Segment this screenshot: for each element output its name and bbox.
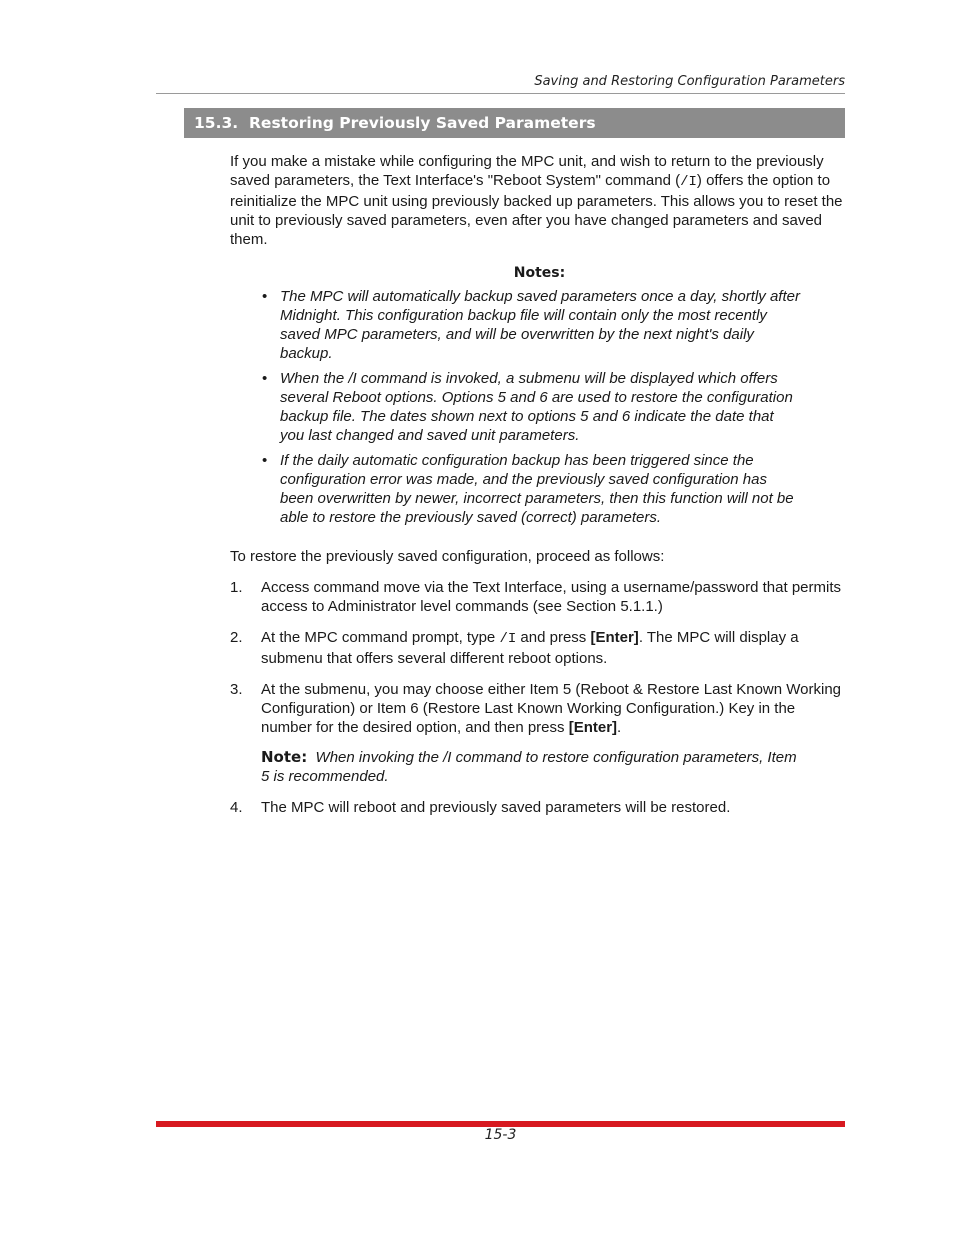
step-text: The MPC will reboot and previously saved parameters will be restored. bbox=[261, 799, 731, 816]
step-note-text: When invoking the /I command to restore configuration parameters, Item 5 is recommended. bbox=[261, 749, 797, 785]
intro-paragraph bbox=[230, 152, 845, 249]
bullet-icon: • bbox=[262, 370, 268, 387]
step-item bbox=[230, 680, 845, 786]
step-note-label: Note: bbox=[261, 748, 308, 766]
step-text-a: At the MPC command prompt, type bbox=[261, 629, 500, 646]
step-number: 4. bbox=[230, 799, 243, 816]
intro-text-2: ) offers the option to reinitialize the MPC unit using previously backed up parameters. This allows you to reset the unit to previously saved parameters, even after you have changed parameters and saved them. bbox=[230, 172, 843, 248]
procedure-steps bbox=[230, 578, 845, 817]
step-note bbox=[261, 748, 801, 786]
step-text: Access command move via the Text Interface, using a username/password that permits access to Administrator level commands (see Section 5.1.1.) bbox=[261, 579, 841, 615]
step-item bbox=[230, 798, 845, 817]
note-text: When the /I command is invoked, a submenu will be displayed which offers several Reboot options. Options 5 and 6 are used to restore the configuration backup file. The dates shown next to options 5 and 6 indicate the date that you last changed and saved unit parameters. bbox=[280, 370, 793, 444]
step-item bbox=[230, 578, 845, 616]
bullet-icon: • bbox=[262, 288, 268, 305]
note-item bbox=[262, 287, 802, 363]
section-title: Restoring Previously Saved Parameters bbox=[249, 114, 596, 132]
step-text-c: . The MPC will display a submenu that offers several different reboot options. bbox=[261, 629, 799, 667]
notes-list bbox=[230, 287, 802, 527]
intro-command: /I bbox=[680, 174, 697, 190]
step-text-b: . bbox=[617, 719, 622, 736]
section-heading bbox=[184, 108, 845, 138]
page-body bbox=[230, 152, 845, 829]
step-command: /I bbox=[499, 631, 517, 647]
header-divider bbox=[156, 93, 845, 94]
step-item bbox=[230, 628, 845, 668]
notes-heading: Notes: bbox=[513, 265, 566, 281]
section-number: 15.3. bbox=[194, 114, 239, 132]
step-number: 1. bbox=[230, 579, 243, 596]
page-number: 15-3 bbox=[484, 1127, 517, 1143]
note-item bbox=[262, 451, 802, 527]
step-text-b: and press bbox=[516, 629, 591, 646]
step-number: 2. bbox=[230, 629, 243, 646]
note-item bbox=[262, 369, 802, 445]
procedure-intro: To restore the previously saved configuration, proceed as follows: bbox=[230, 548, 665, 565]
intro-text-1: If you make a mistake while configuring the MPC unit, and wish to return to the previously saved parameters, the Text Interface's "Reboot System" command ( bbox=[230, 153, 824, 189]
note-text: If the daily automatic configuration backup has been triggered since the configuration error was made, and the previously saved configuration has been overwritten by newer, incorrect parameters, then this function will not be able to restore the previously saved (correct) parameters. bbox=[280, 452, 794, 526]
note-text: The MPC will automatically backup saved parameters once a day, shortly after Midnight. This configuration backup file will contain only the most recently saved MPC parameters, and will be overwritten by the next night's daily backup. bbox=[280, 288, 800, 362]
step-key: [Enter] bbox=[590, 629, 639, 646]
bullet-icon: • bbox=[262, 452, 268, 469]
step-key: [Enter] bbox=[568, 719, 618, 736]
running-header: Saving and Restoring Configuration Parameters bbox=[534, 74, 845, 89]
step-text-a: At the submenu, you may choose either Item 5 (Reboot & Restore Last Known Working Configuration) or Item 6 (Restore Last Known Working Configuration.) Key in the number for the desired option, and then press bbox=[261, 681, 842, 736]
step-number: 3. bbox=[230, 681, 243, 698]
